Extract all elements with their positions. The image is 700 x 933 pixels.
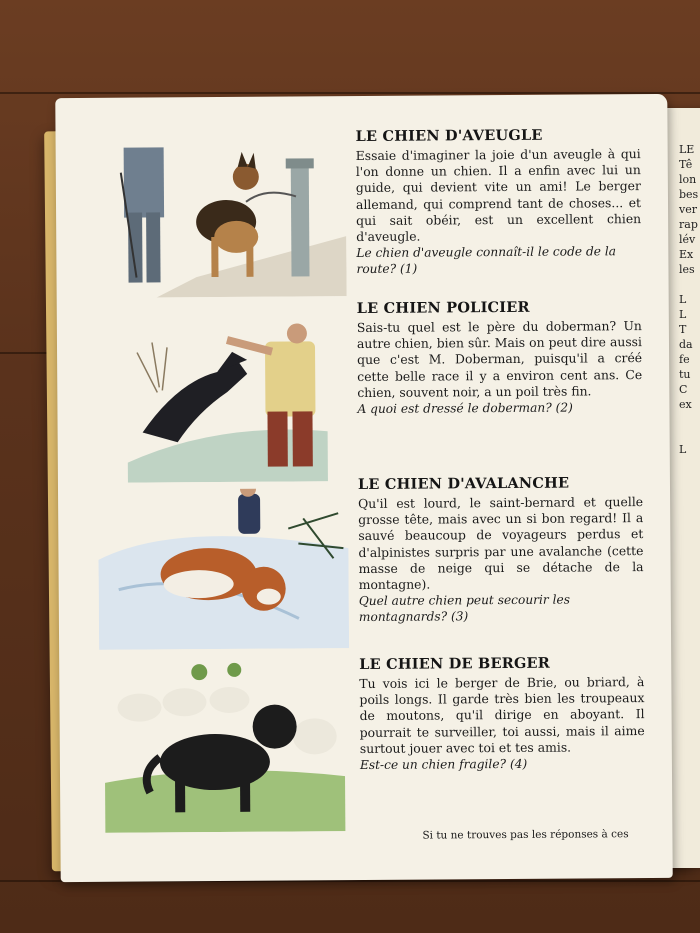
next-page-line [679,487,700,502]
next-page-line [679,427,700,442]
next-page-line: LE [679,143,695,156]
next-page-line: Tê [679,158,693,171]
section-title: LE CHIEN D'AVEUGLE [355,126,543,146]
section-question: Le chien d'aveugle connaît-il le code de la route? (1) [356,244,617,277]
section-sheepdog [359,654,645,773]
next-page-line: da [679,338,693,351]
police-dog-illustration [97,311,348,483]
next-page-line: les [679,263,695,276]
next-page-line [679,457,700,472]
section-body: Qu'il est lourd, le saint-bernard et quelle grosse tête, mais avec un si bon regard! Il a sauvé beaucoup de voyageurs perdus et d'alpinistes surpris par une avalanche (cette masse de neige qui se détache de la montagne). [358,494,644,593]
section-question: A quoi est dressé le doberman? (2) [357,400,573,417]
section-police-dog [357,298,643,417]
next-page-line: bes [679,188,699,201]
next-page-line: lév [679,233,696,246]
section-guide-dog [355,126,641,277]
next-page-line: T [679,323,687,336]
next-page-line [679,277,700,292]
next-page-line [679,412,700,427]
section-title: LE CHIEN D'AVALANCHE [357,474,570,494]
next-page-line: lon [679,173,697,186]
section-body: Tu vois ici le berger de Brie, ou briard, à poils longs. Il garde très bien les troupeaux de moutons, qu'il dirige en aboyant. Il pourrait te surveiller, toi aussi, mais il aime surtout jouer avec toi et tes amis. [359,674,645,756]
section-body: Sais-tu quel est le père du doberman? Un autre chien, bien sûr. Mais on peut dire aussi que c'est M. Doberman, puisqu'il a créé cette belle race il y a environ cent ans. Ce chien, souvent noir, a un poil très fin. [356,318,643,400]
section-question: Est-ce un chien fragile? (4) [359,756,528,773]
page-footer: Si tu ne trouves pas les réponses à ces [422,828,629,842]
section-question: Quel autre chien peut secourir les montagnards? (3) [358,592,571,625]
avalanche-dog-illustration [98,488,349,650]
next-page-line: L [679,443,687,456]
next-page-line: rap [679,218,698,231]
next-page-line: ex [679,398,692,411]
next-page-line: L [679,293,687,306]
section-body: Essaie d'imaginer la joie d'un aveugle à qui l'on donne un chien. Il a enfin avec lui un guide, qui devient vite un ami! Le berger allemand, qui comprend tant de choses... et qui sait obéir, est un excellent chien d'aveugle. [355,146,642,245]
next-page-line: C [679,383,688,396]
section-title: LE CHIEN DE BERGER [359,654,551,674]
next-page-line: L [679,308,687,321]
section-avalanche-dog [358,474,644,625]
next-page-line: Ex [679,248,694,261]
sheepdog-illustration [99,661,350,833]
booklet-page [55,94,672,882]
next-page-line: ver [679,203,697,216]
guide-dog-illustration [95,126,346,298]
next-page-line: tu [679,368,691,381]
next-page-line [679,517,700,532]
section-title: LE CHIEN POLICIER [356,298,530,318]
next-page-line: fe [679,353,690,366]
next-page-line [679,502,700,517]
next-page-line [679,472,700,487]
